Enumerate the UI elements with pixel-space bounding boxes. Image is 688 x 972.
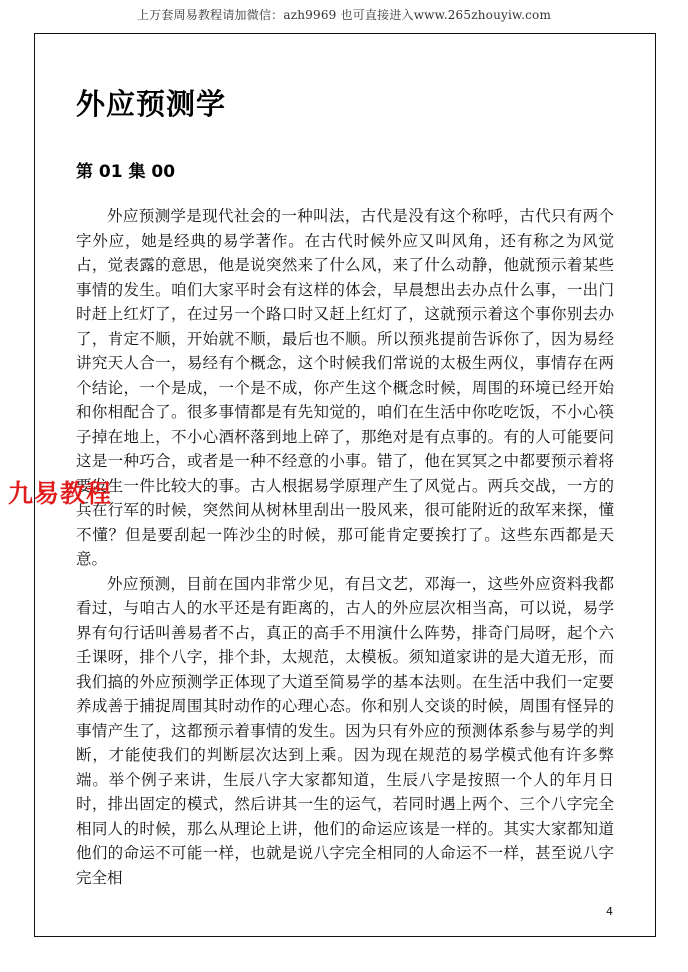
paragraph: 外应预测，目前在国内非常少见，有吕文艺，邓海一，这些外应资料我都看过，与咱古人的水平还是有距离的，古人的外应层次相当高，可以说，易学界有句行话叫善易者不占，真正的高手不用演什么阵势，排奇门局呀，起个六壬课呀，排个八字，排个卦，太规范，太模板。须知道家讲的是大道无形，而我们搞的外应预测学正体现了大道至简易学的基本法则。在生活中我们一定要养成善于捕捉周围其时动作的心理心态。你和别人交谈的时候，周围有怪异的事情产生了，这都预示着事情的发生。因为只有外应的预测体系参与易学的判断，才能使我们的判断层次达到上乘。因为现在规范的易学模式他有许多弊端。举个例子来讲，生辰八字大家都知道，生辰八字是按照一个人的年月日时，排出固定的模式，然后讲其一生的运气，若同时遇上两个、三个八字完全相同人的时候，那么从理论上讲，他们的命运应该是一样的。其实大家都知道他们的命运不可能一样，也就是说八字完全相同的人命运不一样，甚至说八字完全相 [76, 574, 614, 887]
watermark-logo: 九易教程 [8, 479, 113, 508]
body-text [76, 204, 614, 890]
paragraph: 外应预测学是现代社会的一种叫法，古代是没有这个称呼，古代只有两个字外应，她是经典的易学著作。在古代时候外应又叫风角，还有称之为风觉占，觉表露的意思，他是说突然来了什么风，来了什么动静，他就预示着某些事情的发生。咱们大家平时会有这样的体会，早晨想出去办点什么事，一出门时赶上红灯了，在过另一个路口时又赶上红灯了，这就预示着这个事你别去办了，肯定不顺，开始就不顺，最后也不顺。所以预兆提前告诉你了，因为易经讲究天人合一，易经有个概念，这个时候我们常说的太极生两仪，事情存在两个结论，一个是成，一个是不成，你产生这个概念时候，周围的环境已经开始和你相配合了。很多事情都是有先知觉的，咱们在生活中你吃吃饭，不小心筷子掉在地上，不小心酒杯落到地上碎了，那绝对是有点事的。有的人可能要问这是一种巧合，或者是一种不经意的小事。错了，他在冥冥之中都要预示着将要发生一件比较大的事。古人根据易学原理产生了风觉占。两兵交战，一方的兵在行军的时候，突然间从树林里刮出一股风来，很可能附近的敌军来探，懂不懂？但是要刮起一阵沙尘的时候，那可能肯定要挨打了。这些东西都是天意。 [76, 207, 614, 568]
page-number: 4 [606, 905, 613, 918]
section-heading: 第 01 集 00 [76, 162, 176, 182]
top-banner: 上万套周易教程请加微信：azh9969 也可直接进入www.265zhouyiw.com [136, 8, 552, 22]
document-title: 外应预测学 [76, 87, 227, 121]
